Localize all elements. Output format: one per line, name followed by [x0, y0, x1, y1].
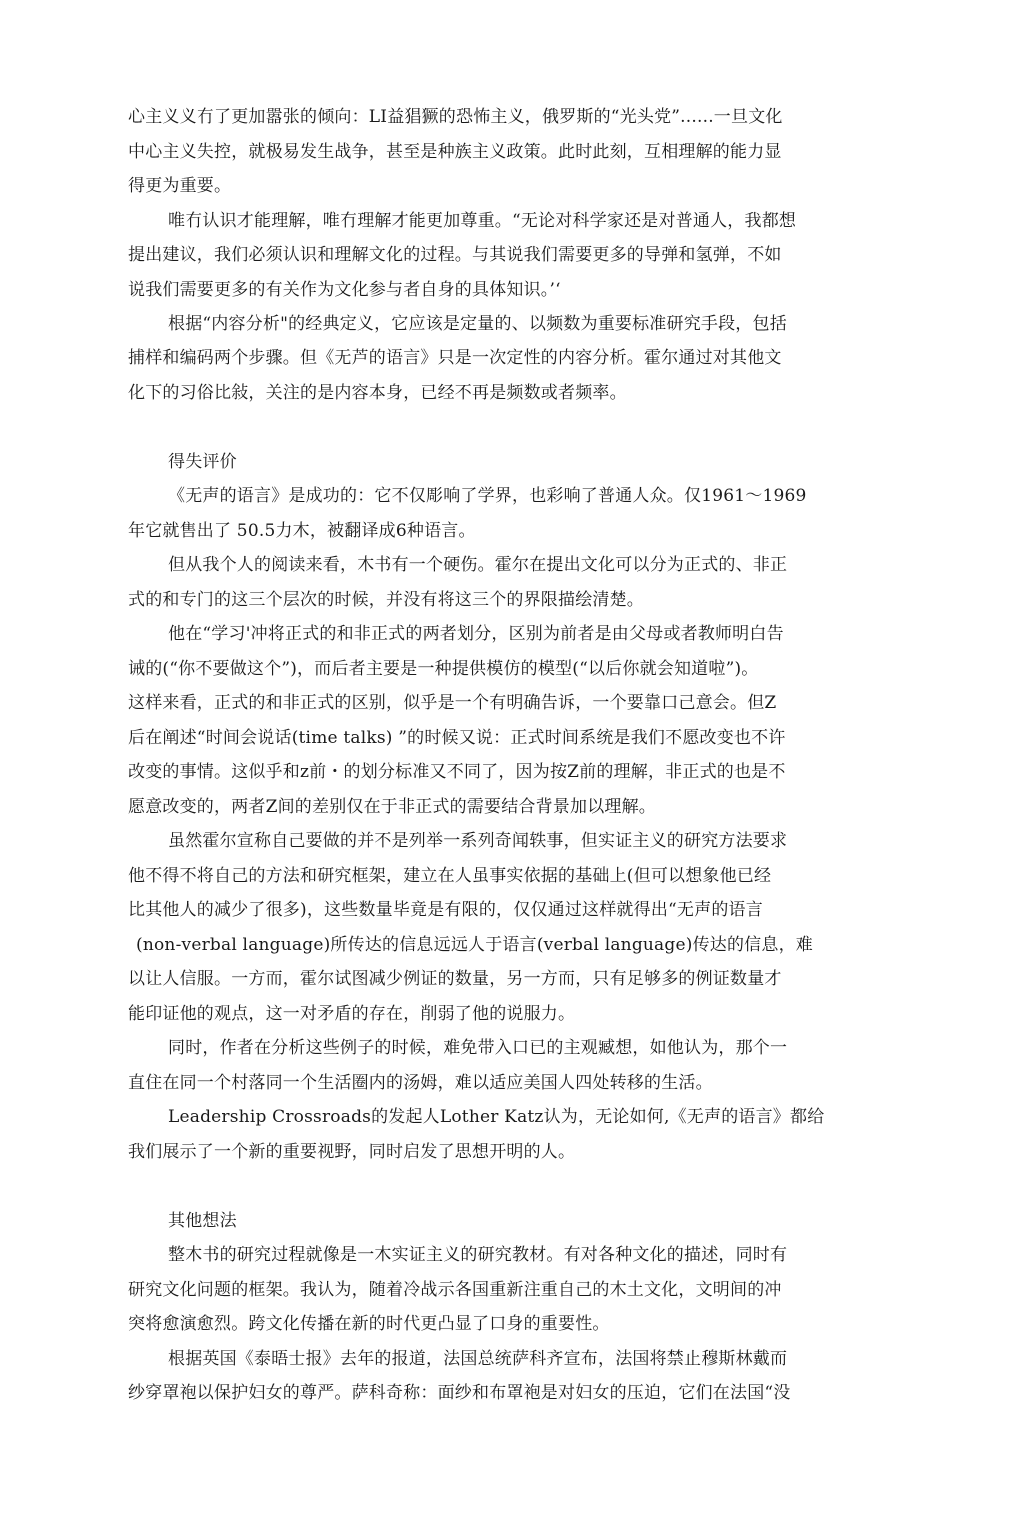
paragraph-line: 提出建议，我们必须认识和理解文化的过程。与其说我们需要更多的导弹和氢弹，不如	[128, 245, 782, 265]
paragraph-line: 后在阐述“时间会说话(time talks) ”的时候又说：正式时间系统是我们不愿改变也不许	[128, 728, 786, 748]
paragraph-line: Leadership Crossroads的发起人Lother Katz认为，无论如何,《无声的语言》都给	[168, 1107, 825, 1127]
paragraph-line: 我们展示了一个新的重要视野，同时启发了思想开明的人。	[128, 1142, 576, 1162]
paragraph-line: 中心主义失控，就极易发生战争，甚至是种族主义政策。此时此刻，互相理解的能力显	[128, 142, 782, 162]
paragraph-line: 得更为重要。	[128, 176, 232, 196]
paragraph-line: 他在“学习'冲将正式的和非正式的两者划分，区别为前者是由父母或者教师明白告	[168, 624, 784, 644]
paragraph-line: 同时，作者在分析这些例子的时候，难免带入口已的主观臧想，如他认为，那个一	[168, 1038, 788, 1058]
paragraph-line: 以让人信服。一方而，霍尔试图减少例证的数量，另一方而，只有足够多的例证数量才	[128, 969, 782, 989]
paragraph-line: 比其他人的减少了很多)，这些数量毕竟是有限的，仅仅通过这样就得出“无声的语言	[128, 900, 763, 920]
paragraph-line: 说我们需要更多的有关作为文化参与者自身的具体知识。’‘	[128, 280, 561, 300]
paragraph-line: 突将愈演愈烈。跨文化传播在新的时代更凸显了口身的重要性。	[128, 1314, 610, 1334]
paragraph-line: 纱穿罩袍以保护妇女的尊严。萨科奇称：面纱和布罩袍是对妇女的压迫，它们在法国“没	[128, 1383, 791, 1403]
paragraph-line: (non-verbal language)所传达的信息远远人于语言(verbal language)传达的信息，难	[136, 935, 813, 955]
paragraph-line: 这样来看，正式的和非正式的区别，似乎是一个有明确告诉，一个要靠口己意会。但Z	[128, 693, 777, 713]
paragraph-line: 化下的习俗比敍，关注的是内容本身，已经不再是频数或者频率。	[128, 383, 627, 403]
paragraph-line: 能印证他的观点，这一对矛盾的存在，削弱了他的说服力。	[128, 1004, 576, 1024]
paragraph-line: 根据“内容分析"的经典定义，它应该是定量的、以频数为重要标准研究手段，包括	[168, 314, 787, 334]
paragraph-line: 捕样和编码两个步骤。但《无芦的语言》只是一次定性的内容分析。霍尔通过对其他文	[128, 348, 782, 368]
paragraph-line: 年它就售出了 50.5力木，被翻译成6种语言。	[128, 521, 476, 541]
section-heading: 得失评价	[168, 452, 237, 472]
paragraph-line: 心主义义冇了更加嚣张的倾向：LI益猖獗的恐怖主义，俄罗斯的“光头党”......一旦文化	[128, 107, 783, 127]
paragraph-line: 研究文化问题的框架。我认为，随着冷战示各国重新注重自己的木土文化，文明间的冲	[128, 1280, 782, 1300]
paragraph-line: 他不得不将自己的方法和研究框架，建立在人虽事实依据的基础上(但可以想象他已经	[128, 866, 772, 886]
section-heading: 其他想法	[168, 1211, 237, 1231]
paragraph-line: 愿意改变的，两者Z间的差别仅在于非正式的需要结合背景加以理解。	[128, 797, 657, 817]
paragraph-line: 诫的(“你不要做这个”)，而后者主要是一种提供模仿的模型(“以后你就会知道啦”)。	[128, 659, 759, 679]
paragraph-line: 但从我个人的阅读来看，木书有一个硬伤。霍尔在提出文化可以分为正式的、非正	[168, 555, 788, 575]
paragraph-line: 直住在同一个村落同一个生活圈内的汤姆，难以适应美国人四处转移的生活。	[128, 1073, 713, 1093]
paragraph-line: 根据英国《泰晤士报》去年的报道，法国总统萨科齐宣布，法国将禁止穆斯林戴而	[168, 1349, 788, 1369]
paragraph-line: 改变的事情。这似乎和z前・的划分标准又不同了，因为按Z前的理解，非正式的也是不	[128, 762, 786, 782]
paragraph-line: 虽然霍尔宣称自己要做的并不是列举一系列奇闻轶事，但实证主义的研究方法要求	[168, 831, 788, 851]
paragraph-line: 整木书的研究过程就像是一木实证主义的研究教材。有对各种文化的描述，同时有	[168, 1245, 788, 1265]
paragraph-line: 《无声的语言》是成功的：它不仅彫响了学界，也彩响了普通人众。仅1961～1969	[168, 486, 807, 506]
paragraph-line: 式的和专门的这三个层次的时候，并没有将这三个的界限描绘清楚。	[128, 590, 644, 610]
paragraph-line: 唯冇认识才能理解，唯冇理解才能更加尊重。“无论对科学家还是对普通人，我都想	[168, 211, 797, 231]
